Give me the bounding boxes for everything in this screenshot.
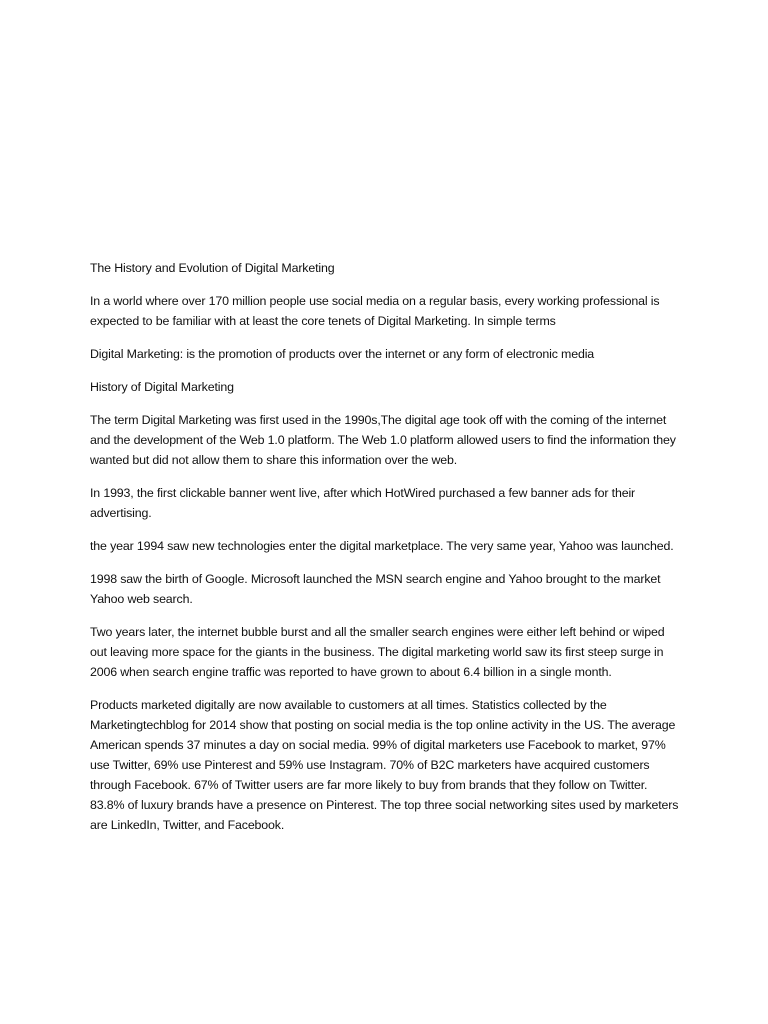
paragraph-1994: the year 1994 saw new technologies enter the digital marketplace. The very same year, Yahoo was launched. <box>90 539 674 553</box>
definition-term: Digital Marketing: <box>90 347 184 361</box>
definition-paragraph <box>90 344 680 364</box>
paragraph-1990s: The term Digital Marketing was first used in the 1990s,The digital age took off with the coming of the internet and the development of the Web 1.0 platform. The Web 1.0 platform allowed users to find the information they wanted but did not allow them to share this information over the web. <box>90 413 676 467</box>
intro-paragraph: In a world where over 170 million people use social media on a regular basis, every working professional is expected to be familiar with at least the core tenets of Digital Marketing. In simple terms <box>90 294 660 328</box>
definition-text: is the promotion of products over the internet or any form of electronic media <box>183 347 595 361</box>
document-body <box>90 258 680 848</box>
paragraph-1998: 1998 saw the birth of Google. Microsoft launched the MSN search engine and Yahoo brought to the market Yahoo web search. <box>90 572 661 606</box>
paragraph-bubble-burst: Two years later, the internet bubble burst and all the smaller search engines were either left behind or wiped out leaving more space for the giants in the business. The digital marketing world saw its first steep surge in 2006 when search engine traffic was reported to have grown to about 6.4 billion in a single month. <box>90 625 665 679</box>
paragraph-statistics: Products marketed digitally are now available to customers at all times. Statistics collected by the Marketingtechblog for 2014 show that posting on social media is the top online activity in the US. The average American spends 37 minutes a day on social media. 99% of digital marketers use Facebook to market, 97% use Twitter, 69% use Pinterest and 59% use Instagram. 70% of B2C marketers have acquired customers through Facebook. 67% of Twitter users are far more likely to buy from brands that they follow on Twitter. 83.8% of luxury brands have a presence on Pinterest. The top three social networking sites used by marketers are LinkedIn, Twitter, and Facebook. <box>90 698 679 832</box>
document-title: The History and Evolution of Digital Marketing <box>90 261 335 275</box>
section-heading: History of Digital Marketing <box>90 380 234 394</box>
paragraph-1993: In 1993, the first clickable banner went live, after which HotWired purchased a few banner ads for their advertising. <box>90 486 636 520</box>
